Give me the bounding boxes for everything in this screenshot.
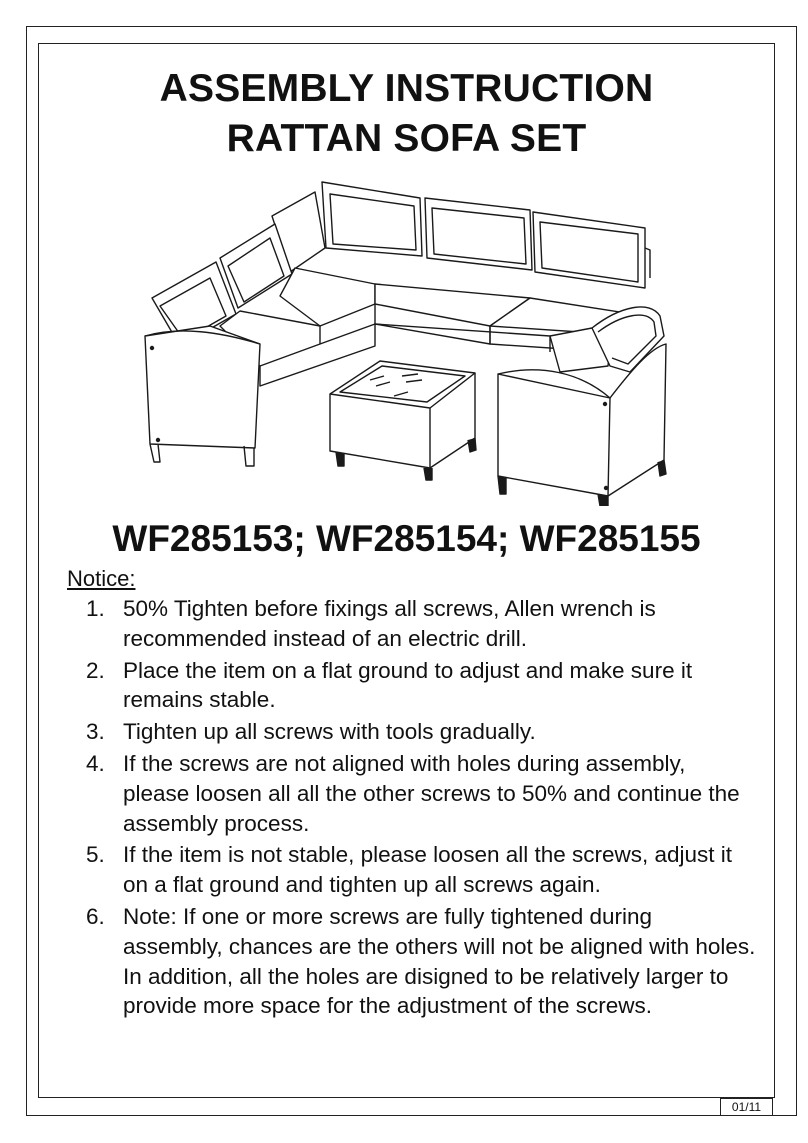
notice-item-text: 50% Tighten before fixings all screws, Allen wrench is recommended instead of an electric drill. [123, 596, 656, 651]
notice-item-text: Place the item on a flat ground to adjust and make sure it remains stable. [123, 657, 693, 713]
notice-item-number: 1. [86, 596, 105, 621]
page-number: 01/11 [720, 1098, 773, 1116]
sofa-set-illustration [140, 176, 670, 506]
notice-item-text: If the screws are not aligned with holes during assembly, please loosen all all the other screws to 50% and continue the assembly process. [123, 750, 740, 836]
notice-item [86, 717, 756, 747]
notice-item-number: 4. [86, 750, 105, 776]
notice-item-number: 3. [86, 719, 105, 745]
notice-item-text: Note: If one or more screws are fully tightened during assembly, chances are the others will not be aligned with holes. In addition, all the holes are disigned to be relatively larger to provide more space for the adjustment of the screws. [123, 903, 756, 1019]
coffee-table [330, 361, 476, 480]
title-line-1: ASSEMBLY INSTRUCTION [159, 67, 654, 110]
notice-heading: Notice: [67, 566, 136, 591]
notice-item-number: 5. [86, 842, 105, 868]
page-title [38, 64, 775, 164]
notice-item-number: 2. [86, 657, 105, 683]
notice-item-number: 6. [86, 903, 105, 929]
notice-item [86, 594, 756, 654]
notice-item-text: Tighten up all screws with tools gradually. [123, 719, 536, 745]
title-line-2: RATTAN SOFA SET [226, 117, 587, 160]
notice-item [86, 840, 756, 900]
model-numbers: WF285153; WF285154; WF285155 [112, 518, 701, 559]
notice-item-text: If the item is not stable, please loosen all the screws, adjust it on a flat ground and tighten up all screws again. [123, 842, 733, 898]
notice-item [86, 749, 756, 838]
notice-list [86, 594, 756, 1023]
armchair [498, 307, 666, 506]
left-sofa-arm [145, 326, 260, 466]
notice-item [86, 902, 756, 1021]
notice-item [86, 656, 756, 716]
